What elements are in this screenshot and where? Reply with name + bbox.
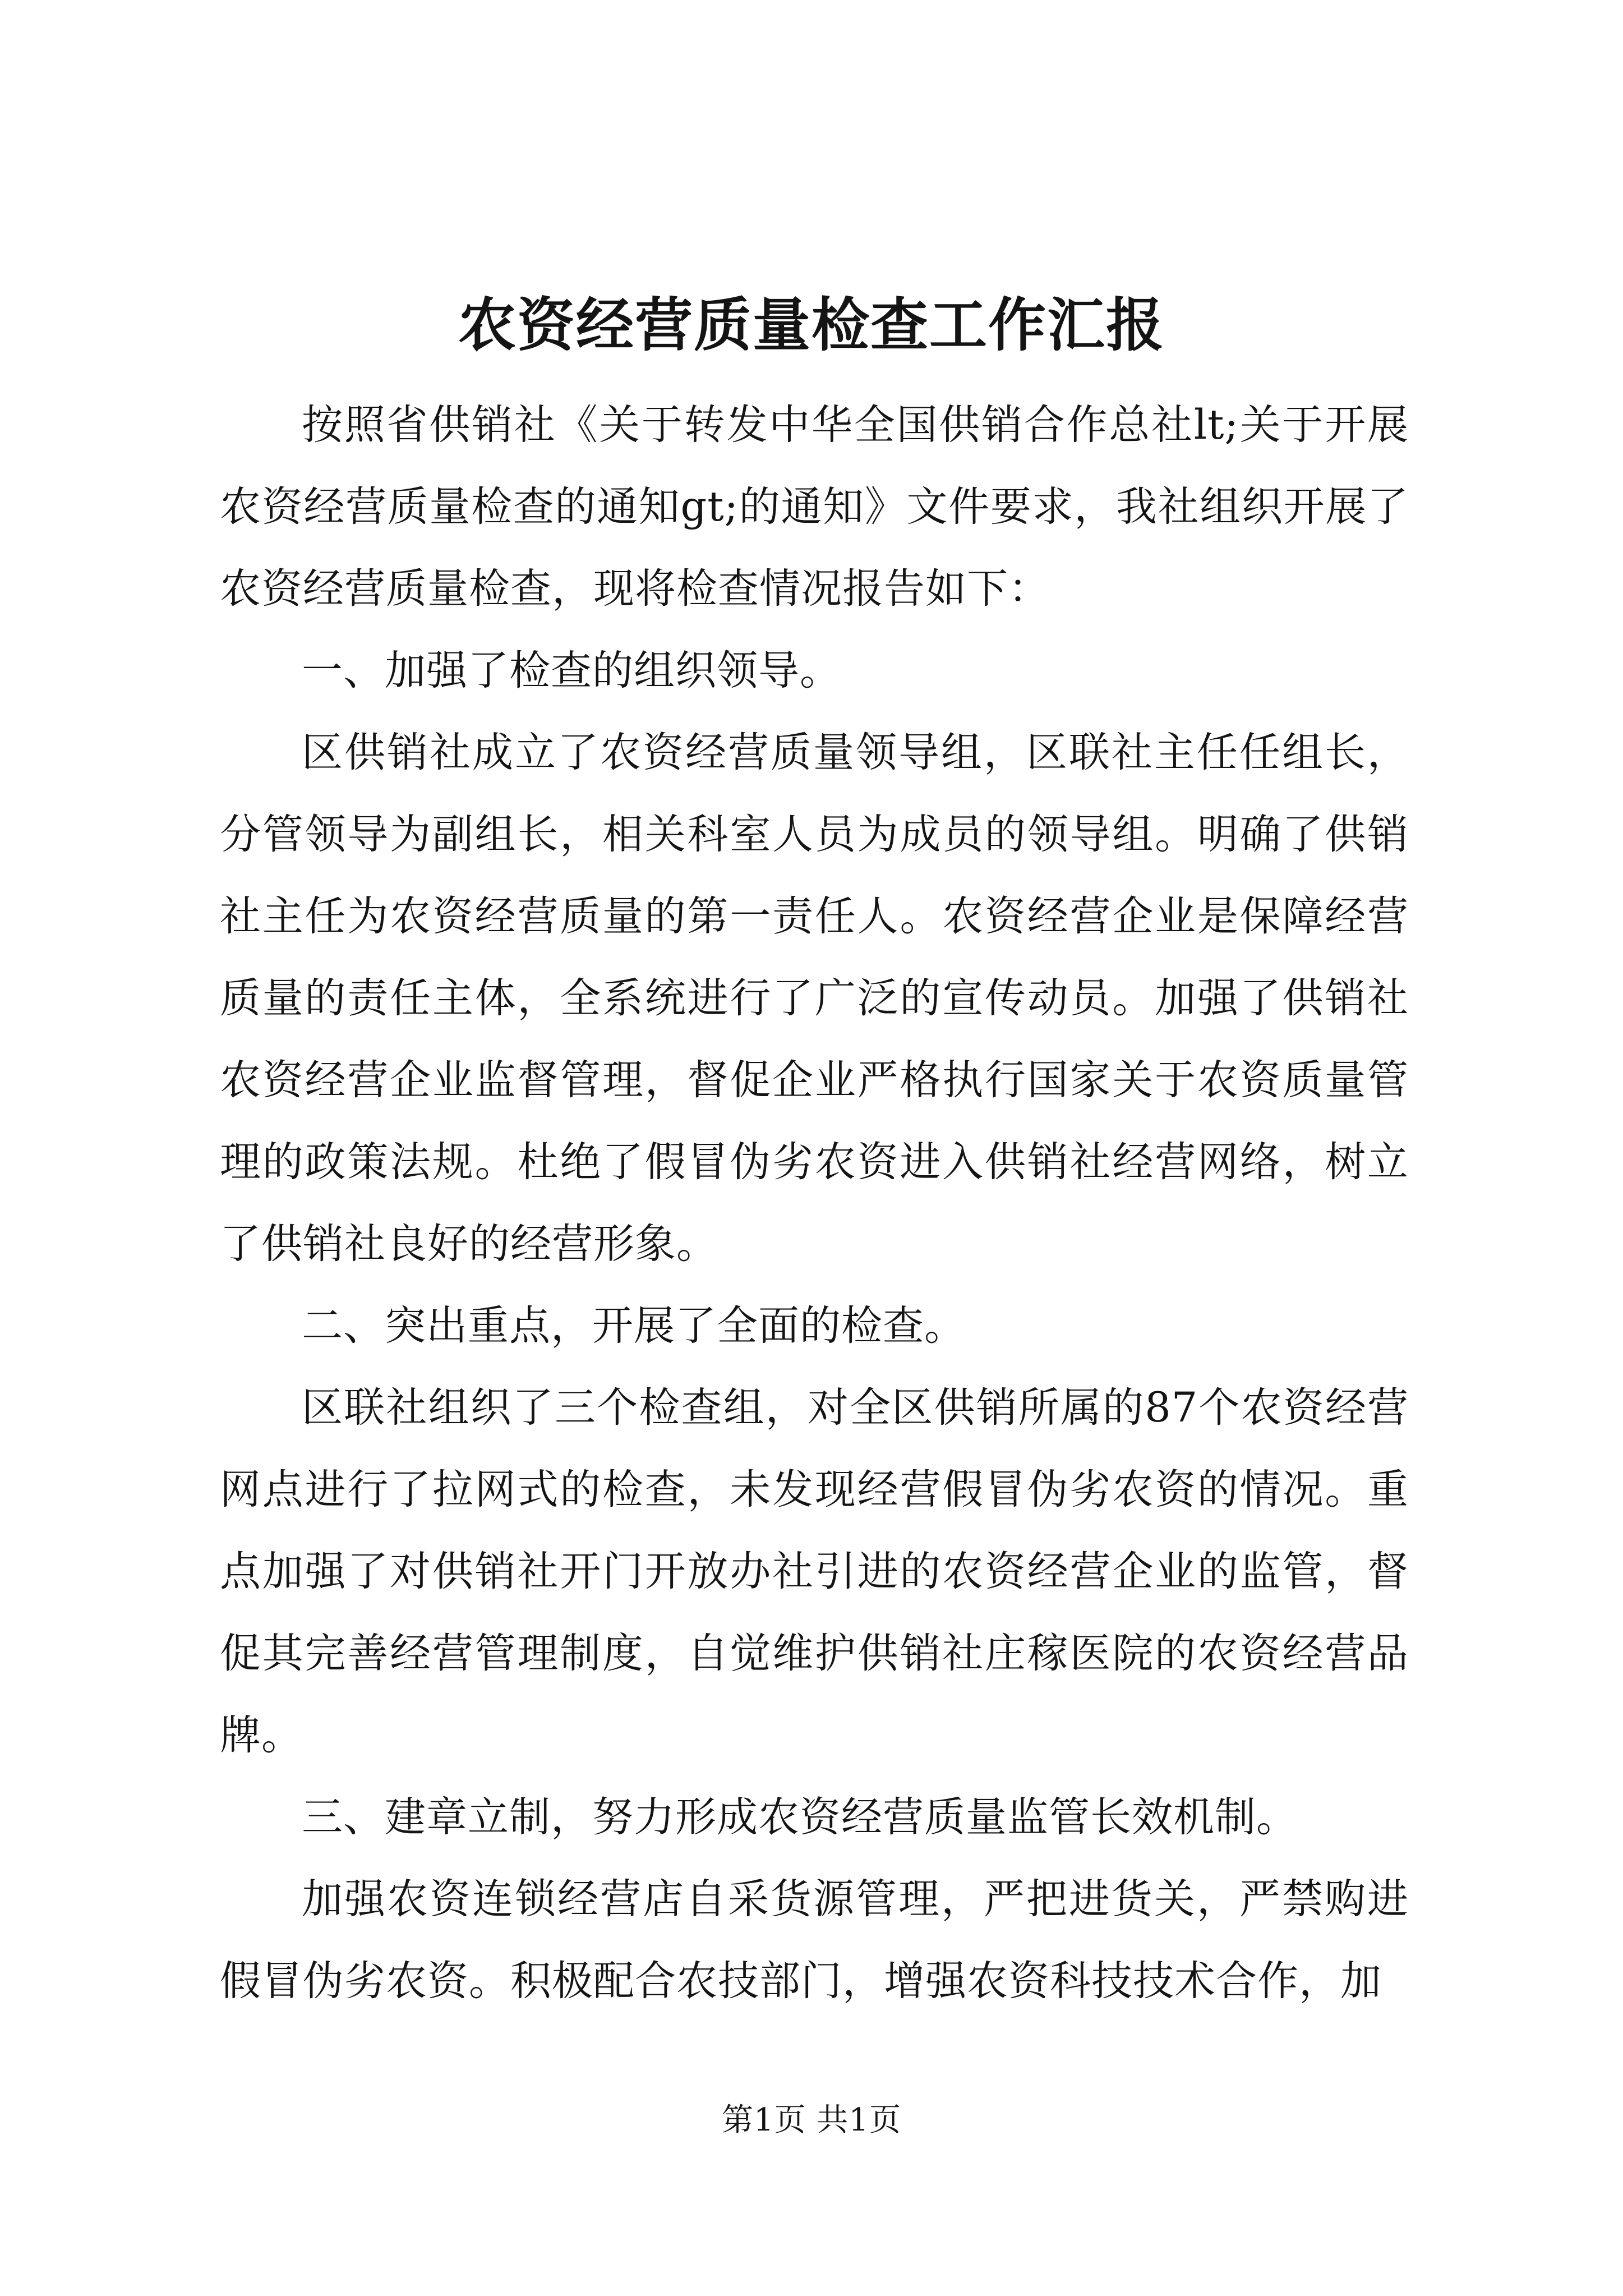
section-paragraph-3: 加强农资连锁经营店自采货源管理，严把进货关，严禁购进假冒伪劣农资。积极配合农技部门，增强农资科技技术合作，加 bbox=[220, 1875, 1409, 2005]
page-footer: 第1页 共1页 bbox=[721, 2102, 902, 2138]
section-heading-3: 三、建章立制，努力形成农资经营质量监管长效机制。 bbox=[302, 1793, 1298, 1841]
document-body bbox=[220, 384, 1409, 2022]
section-paragraph-2: 区联社组织了三个检查组，对全区供销所属的87个农资经营网点进行了拉网式的检查，未发现经营假冒伪劣农资的情况。重点加强了对供销社开门开放办社引进的农资经营企业的监管，督促其完善经营管理制度，自觉维护供销社庄稼医院的农资经营品牌。 bbox=[220, 1384, 1409, 1759]
section-heading-1: 一、加强了检查的组织领导。 bbox=[302, 647, 841, 694]
intro-paragraph: 按照省供销社《关于转发中华全国供销合作总社lt;关于开展农资经营质量检查的通知gt;的通知》文件要求，我社组织开展了农资经营质量检查，现将检查情况报告如下： bbox=[220, 401, 1409, 613]
section-heading-2: 二、突出重点，开展了全面的检查。 bbox=[302, 1302, 966, 1350]
section-paragraph-1: 区供销社成立了农资经营质量领导组，区联社主任任组长，分管领导为副组长，相关科室人员为成员的领导组。明确了供销社主任为农资经营质量的第一责任人。农资经营企业是保障经营质量的责任主体，全系统进行了广泛的宣传动员。加强了供销社农资经营企业监督管理，督促企业严格执行国家关于农资质量管理的政策法规。杜绝了假冒伪劣农资进入供销社经营网络，树立了供销社良好的经营形象。 bbox=[220, 729, 1409, 1268]
document-title: 农资经营质量检查工作汇报 bbox=[458, 291, 1165, 359]
